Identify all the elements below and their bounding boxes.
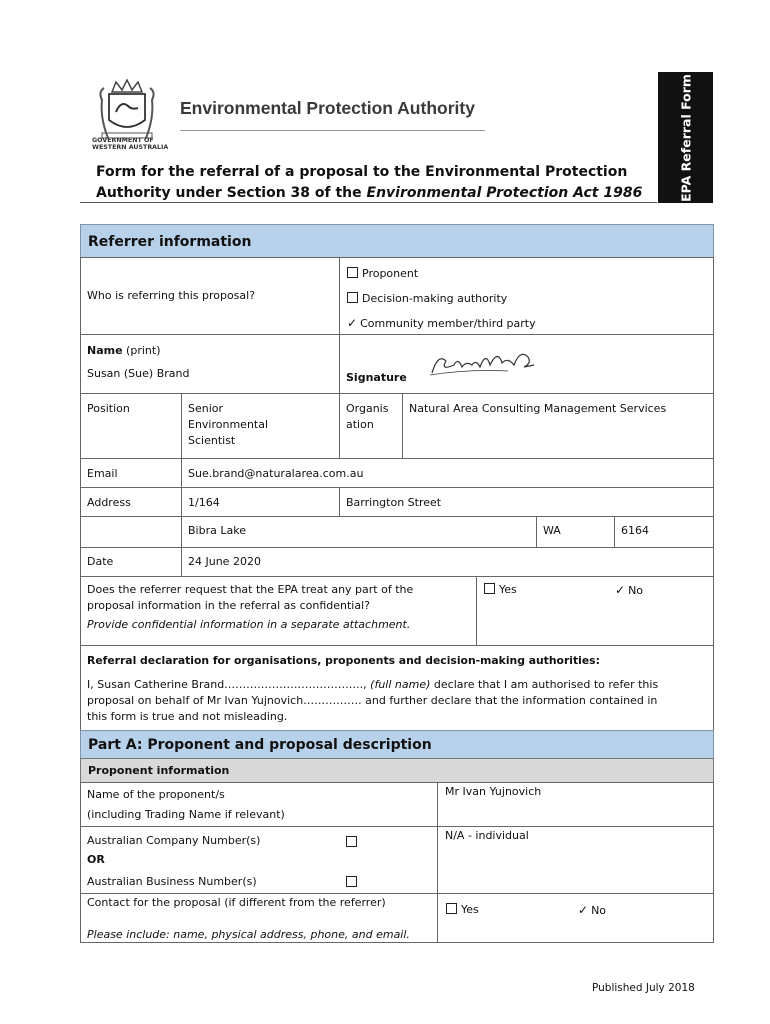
address-row-2 — [80, 516, 714, 548]
section-part-a: Part A: Proponent and proposal description — [80, 730, 714, 759]
checkbox-unchecked-icon[interactable] — [347, 292, 358, 303]
position-divider-2 — [339, 393, 340, 459]
confidential-yes-label: Yes — [499, 583, 517, 596]
proponent-name-label-1: Name of the proponent/s — [87, 788, 225, 801]
position-value-3[interactable]: Scientist — [188, 434, 236, 447]
option-decision-making[interactable] — [347, 291, 507, 307]
proponent-name-value[interactable]: Mr Ivan Yujnovich — [445, 785, 542, 798]
confidential-no-option[interactable] — [615, 582, 643, 599]
date-divider — [181, 547, 182, 577]
proponent-name-divider — [437, 782, 438, 827]
form-title-line1: Form for the referral of a proposal to the Environmental Protection — [96, 164, 628, 180]
signature-label: Signature — [346, 371, 407, 384]
confidential-no-label: No — [628, 584, 644, 597]
name-value[interactable]: Susan (Sue) Brand — [87, 367, 190, 380]
checkmark-icon[interactable]: ✓ — [347, 316, 358, 330]
email-divider — [181, 458, 182, 488]
form-title-line2 — [96, 183, 642, 204]
published-date: Published July 2018 — [592, 982, 695, 994]
declaration-full-name-hint: (full name) — [370, 678, 431, 691]
address-divider-1 — [181, 487, 182, 517]
option-proponent[interactable] — [347, 266, 418, 282]
contact-no-option[interactable] — [578, 902, 606, 919]
contact-label: Contact for the proposal (if different from the referrer) — [87, 896, 386, 909]
form-title-prefix: Authority under Section 38 of the — [96, 185, 367, 201]
or-label: OR — [87, 853, 105, 866]
acn-label: Australian Company Number(s) — [87, 834, 261, 847]
form-title — [96, 162, 642, 204]
address-street[interactable]: Barrington Street — [346, 496, 442, 509]
declaration-line3: this form is true and not misleading. — [87, 710, 288, 723]
declaration-title: Referral declaration for organisations, proponents and decision-making authorities: — [87, 654, 600, 667]
confidential-question-1: Does the referrer request that the EPA treat any part of the — [87, 583, 414, 596]
date-value[interactable]: 24 June 2020 — [188, 555, 261, 568]
address-label: Address — [87, 496, 131, 509]
form-title-act: Environmental Protection Act 1986 — [366, 185, 643, 201]
email-row — [80, 458, 714, 488]
title-divider — [80, 202, 657, 203]
declaration-authorised: declare that I am authorised to refer this — [430, 678, 659, 691]
who-divider — [339, 257, 340, 335]
government-crest-logo — [94, 78, 160, 140]
confidential-divider — [476, 576, 477, 646]
address-postcode[interactable]: 6164 — [621, 524, 649, 537]
position-label: Position — [87, 402, 130, 415]
checkmark-icon[interactable]: ✓ — [578, 903, 589, 917]
address2-divider-1 — [181, 516, 182, 548]
contact-divider — [437, 893, 438, 943]
position-value-1[interactable]: Senior — [188, 402, 224, 415]
company-number-value[interactable]: N/A - individual — [445, 829, 529, 842]
abn-checkbox-icon[interactable] — [346, 876, 357, 887]
date-label: Date — [87, 555, 114, 568]
acn-checkbox-icon[interactable] — [346, 836, 357, 847]
email-value[interactable]: Sue.brand@naturalarea.com.au — [188, 467, 364, 480]
government-label-line1: GOVERNMENT OF — [92, 137, 154, 144]
address-divider-2 — [339, 487, 340, 517]
name-divider — [339, 334, 340, 394]
agency-name: Environmental Protection Authority — [180, 98, 475, 118]
proponent-information-subhead: Proponent information — [80, 758, 714, 783]
section-referrer-information: Referrer information — [80, 224, 714, 258]
contact-yes-option[interactable] — [446, 902, 479, 918]
agency-rule — [180, 130, 485, 131]
name-label — [87, 343, 161, 359]
name-label-bold: Name — [87, 344, 123, 357]
confidential-yes-option[interactable] — [484, 582, 517, 598]
position-divider-3 — [402, 393, 403, 459]
address-state[interactable]: WA — [543, 524, 561, 537]
abn-label: Australian Business Number(s) — [87, 875, 257, 888]
name-label-suffix: (print) — [122, 344, 161, 357]
address2-divider-2 — [536, 516, 537, 548]
address-suburb[interactable]: Bibra Lake — [188, 524, 246, 537]
option-community-label: Community member/third party — [360, 317, 536, 330]
organisation-value[interactable]: Natural Area Consulting Management Services — [409, 402, 667, 415]
checkbox-unchecked-icon[interactable] — [446, 903, 457, 914]
government-label — [92, 137, 168, 151]
side-label-banner — [658, 72, 713, 203]
address-number[interactable]: 1/164 — [188, 496, 220, 509]
option-decision-making-label: Decision-making authority — [362, 292, 508, 305]
company-number-divider — [437, 826, 438, 894]
organisation-label-1: Organis — [346, 402, 389, 415]
option-proponent-label: Proponent — [362, 267, 419, 280]
contact-yes-label: Yes — [461, 903, 479, 916]
contact-no-label: No — [591, 904, 607, 917]
checkbox-unchecked-icon[interactable] — [347, 267, 358, 278]
position-divider-1 — [181, 393, 182, 459]
option-community-member[interactable] — [347, 315, 536, 332]
confidential-question-2: proposal information in the referral as confidential? — [87, 599, 370, 612]
checkmark-icon[interactable]: ✓ — [615, 583, 626, 597]
declaration-line2: proposal on behalf of Mr Ivan Yujnovich……………. and further declare that the information contained in — [87, 694, 658, 707]
confidential-note: Provide confidential information in a separate attachment. — [87, 618, 411, 631]
organisation-label-2: ation — [346, 418, 374, 431]
declaration-name: I, Susan Catherine Brand……………………………….., — [87, 678, 371, 691]
government-label-line2: WESTERN AUSTRALIA — [92, 144, 169, 151]
declaration-line1 — [87, 677, 658, 693]
signature-image — [428, 343, 538, 381]
date-row — [80, 547, 714, 577]
position-value-2[interactable]: Environmental — [188, 418, 269, 431]
proponent-name-label-2: (including Trading Name if relevant) — [87, 808, 285, 821]
contact-note: Please include: name, physical address, phone, and email. — [87, 928, 410, 941]
checkbox-unchecked-icon[interactable] — [484, 583, 495, 594]
email-label: Email — [87, 467, 118, 480]
who-label: Who is referring this proposal? — [87, 289, 256, 302]
address2-divider-3 — [614, 516, 615, 548]
side-label: EPA Referral Form — [678, 73, 693, 202]
